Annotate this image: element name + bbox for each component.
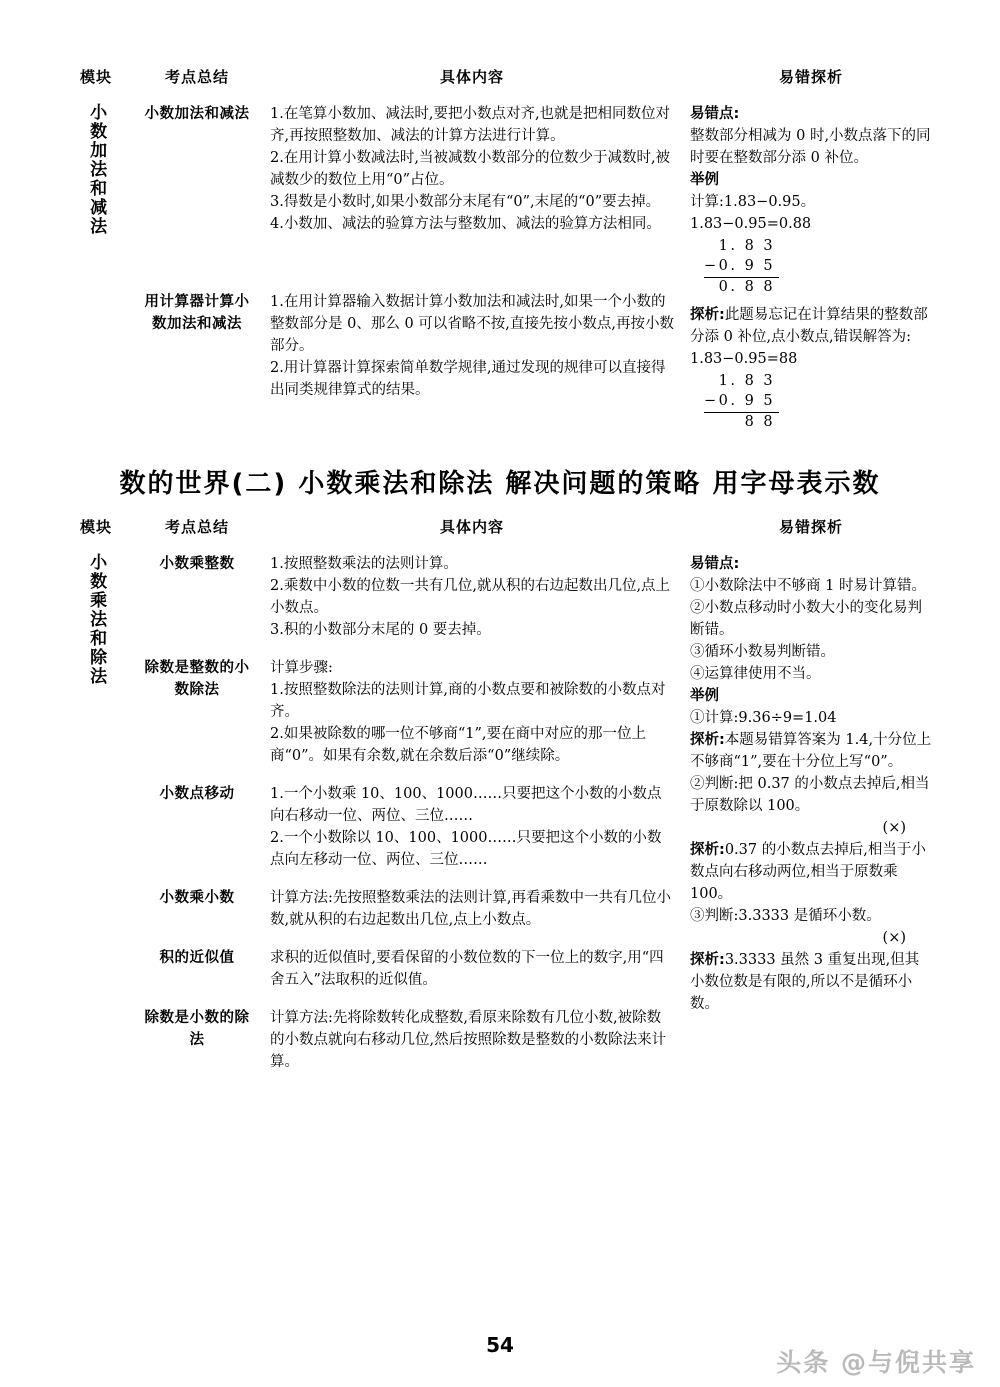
module-label-vertical: 小数加法和减法: [86, 103, 107, 236]
content-line: 2.用计算器计算探索简单数学规律,通过发现的规律可以直接得出同类规律算式的结果。: [270, 359, 666, 398]
content-cell-1-1: [262, 97, 682, 285]
content-line: 2.乘数中小数的位数一共有几位,就从积的右边起数出几位,点上小数点。: [270, 577, 671, 616]
content-line: 3.积的小数部分末尾的 0 要去掉。: [270, 621, 491, 638]
table-row: [60, 547, 940, 651]
point-label: 除数是小数的除法: [144, 1010, 250, 1049]
content-line: 计算方法:先按照整数乘法的法则计算,再看乘数中一共有几位小数,就从积的右边起数出几位,点上小数点。: [270, 890, 671, 929]
point-label: 小数乘整数: [159, 555, 235, 572]
content-cell-1-2: [262, 285, 682, 445]
page-number: 54: [486, 1333, 514, 1357]
header-content: 具体内容: [439, 517, 504, 536]
content-cell-2-6: [262, 1001, 682, 1083]
point-cell-2-3: [132, 777, 262, 881]
point-label: 小数点移动: [159, 785, 235, 802]
header-module: 模块: [79, 68, 112, 86]
section-heading: 数的世界(二) 小数乘法和除法 解决问题的策略 用字母表示数: [119, 468, 881, 499]
point-label: 积的近似值: [159, 950, 235, 967]
analysis-label: 探析:: [690, 952, 725, 969]
example-question: ③判断:3.3333 是循环小数。: [690, 908, 881, 925]
error-cell-1: [682, 97, 940, 445]
watermark: 头条 @与倪共享: [776, 1348, 976, 1377]
calc-line-subtrahend: −0. 9 5: [704, 392, 779, 414]
header-module: 模块: [79, 517, 112, 536]
analysis-paragraph: [690, 729, 932, 773]
example-prompt: 计算:1.83−0.95。: [690, 194, 816, 211]
content-line: 1.在笔算小数加、减法时,要把小数点对齐,也就是把相同数位对齐,再按照整数加、减法的计算方法进行计算。: [270, 106, 671, 145]
content-line: 1.按照整数除法的法则计算,商的小数点要和被除数的小数点对齐。: [270, 681, 666, 720]
calc-line-minuend: 1. 8 3: [718, 372, 776, 389]
knowledge-table-1: [60, 62, 940, 445]
content-line: 2.一个小数除以 10、100、1000……只要把这个小数的小数点向左移动一位、两位、三位……: [270, 830, 662, 869]
error-point-label: 易错点:: [690, 106, 740, 122]
header-error-analysis: 易错探析: [778, 517, 843, 536]
point-label: 小数乘小数: [159, 890, 235, 907]
calc-line-result: 0. 8 8: [718, 279, 776, 296]
error-point-item: ③循环小数易判断错。: [690, 643, 835, 660]
point-cell-2-4: [132, 881, 262, 941]
error-point-label: 易错点:: [690, 555, 740, 572]
analysis-label: 探析:: [690, 306, 725, 323]
analysis-label: 探析:: [690, 731, 725, 748]
content-line: 2.如果被除数的哪一位不够商“1”,要在商中对应的那一位上商“0”。如果有余数,就在余数后添“0”继续除。: [270, 725, 646, 764]
table-row: [60, 97, 940, 285]
module-cell-1: [60, 97, 132, 445]
analysis-paragraph: [690, 839, 932, 905]
content-cell-2-2: [262, 651, 682, 777]
error-point-text: 整数部分相减为 0 时,小数点落下的同时要在整数部分添 0 补位。: [690, 128, 931, 167]
content-line: 计算方法:先将除数转化成整数,看原来除数有几位小数,被除数的小数点就向右移动几位,然后按照除数是整数的小数除法来计算。: [270, 1010, 667, 1071]
content-line: 1.按照整数乘法的法则计算。: [270, 555, 458, 572]
table-2-header-row: [60, 512, 940, 547]
header-error-analysis: 易错探析: [778, 68, 843, 86]
point-label: 除数是整数的小数除法: [144, 659, 250, 698]
analysis-text: 此题易忘记在计算结果的整数部分添 0 补位,点小数点,错误解答为:: [690, 306, 928, 345]
vertical-calculation-correct: [704, 237, 779, 298]
point-cell-1-2: [132, 285, 262, 445]
header-content: 具体内容: [439, 68, 504, 86]
point-label: 用计算器计算小数加法和减法: [144, 293, 250, 332]
analysis-label: 探析:: [690, 842, 725, 859]
content-line: 3.得数是小数时,如果小数部分末尾有“0”,末尾的“0”要去掉。: [270, 194, 661, 211]
module-cell-2: [60, 547, 132, 1084]
example-question: ①计算:9.36÷9=1.04: [690, 709, 837, 726]
content-line: 4.小数加、减法的验算方法与整数加、减法的验算方法相同。: [270, 216, 661, 233]
content-cell-2-3: [262, 777, 682, 881]
error-point-item: ②小数点移动时小数大小的变化易判断错。: [690, 599, 922, 638]
analysis-paragraph: [690, 949, 932, 1015]
point-cell-2-6: [132, 1001, 262, 1083]
judgement-mark: (×): [882, 820, 906, 837]
error-point-item: ④运算律使用不当。: [690, 665, 821, 682]
content-line: 1.一个小数乘 10、100、1000……只要把这个小数的小数点向右移动一位、两位、三位……: [270, 785, 662, 824]
calc-line-minuend: 1. 8 3: [718, 238, 776, 255]
point-label: 小数加法和减法: [144, 106, 250, 122]
point-cell-1-1: [132, 97, 262, 285]
point-cell-2-1: [132, 547, 262, 651]
analysis-text: 0.37 的小数点去掉后,相当于小数点向右移动两位,相当于原数乘 100。: [690, 842, 926, 903]
error-point-item: ①小数除法中不够商 1 时易计算错。: [690, 577, 926, 594]
point-cell-2-2: [132, 651, 262, 777]
vertical-calculation-wrong: [704, 372, 779, 433]
content-line: 1.在用计算器输入数据计算小数加法和减法时,如果一个小数的整数部分是 0、那么 0 可以省略不按,直接先按小数点,再按小数部分。: [270, 293, 674, 354]
module-label-vertical: 小数乘法和除法: [86, 552, 107, 686]
content-line: 求积的近似值时,要看保留的小数位数的下一位上的数字,用“四舍五入”法取积的近似值。: [270, 950, 664, 989]
table-1-header-row: [60, 62, 940, 97]
calc-line-result: 8 8: [744, 414, 776, 431]
content-line: 计算步骤:: [270, 659, 333, 676]
content-line: 2.在用计算小数减法时,当被减数小数部分的位数少于减数时,被减数少的数位上用“0”占位。: [270, 150, 671, 189]
error-cell-2: [682, 547, 940, 1084]
header-point-summary: 考点总结: [164, 68, 229, 86]
header-point-summary: 考点总结: [164, 517, 229, 536]
point-cell-2-5: [132, 941, 262, 1001]
analysis-text: 本题易错算答案为 1.4,十分位上不够商“1”,要在十分位上写“0”。: [690, 731, 932, 770]
wrong-equation: 1.83−0.95=88: [690, 350, 798, 367]
content-cell-2-4: [262, 881, 682, 941]
table-2-wrapper: [0, 512, 1000, 1084]
calc-line-subtrahend: −0. 9 5: [704, 257, 779, 279]
table-1-wrapper: [0, 0, 1000, 445]
example-question: ②判断:把 0.37 的小数点去掉后,相当于原数除以 100。: [690, 775, 930, 814]
content-cell-2-5: [262, 941, 682, 1001]
analysis-text: 3.3333 虽然 3 重复出现,但其小数位数是有限的,所以不是循环小数。: [690, 952, 920, 1013]
example-label: 举例: [690, 172, 719, 189]
judgement-mark: (×): [882, 930, 906, 947]
example-equation: 1.83−0.95=0.88: [690, 216, 812, 233]
content-cell-2-1: [262, 547, 682, 651]
analysis-paragraph: [690, 304, 932, 348]
knowledge-table-2: [60, 512, 940, 1084]
example-label: 举例: [690, 687, 719, 704]
